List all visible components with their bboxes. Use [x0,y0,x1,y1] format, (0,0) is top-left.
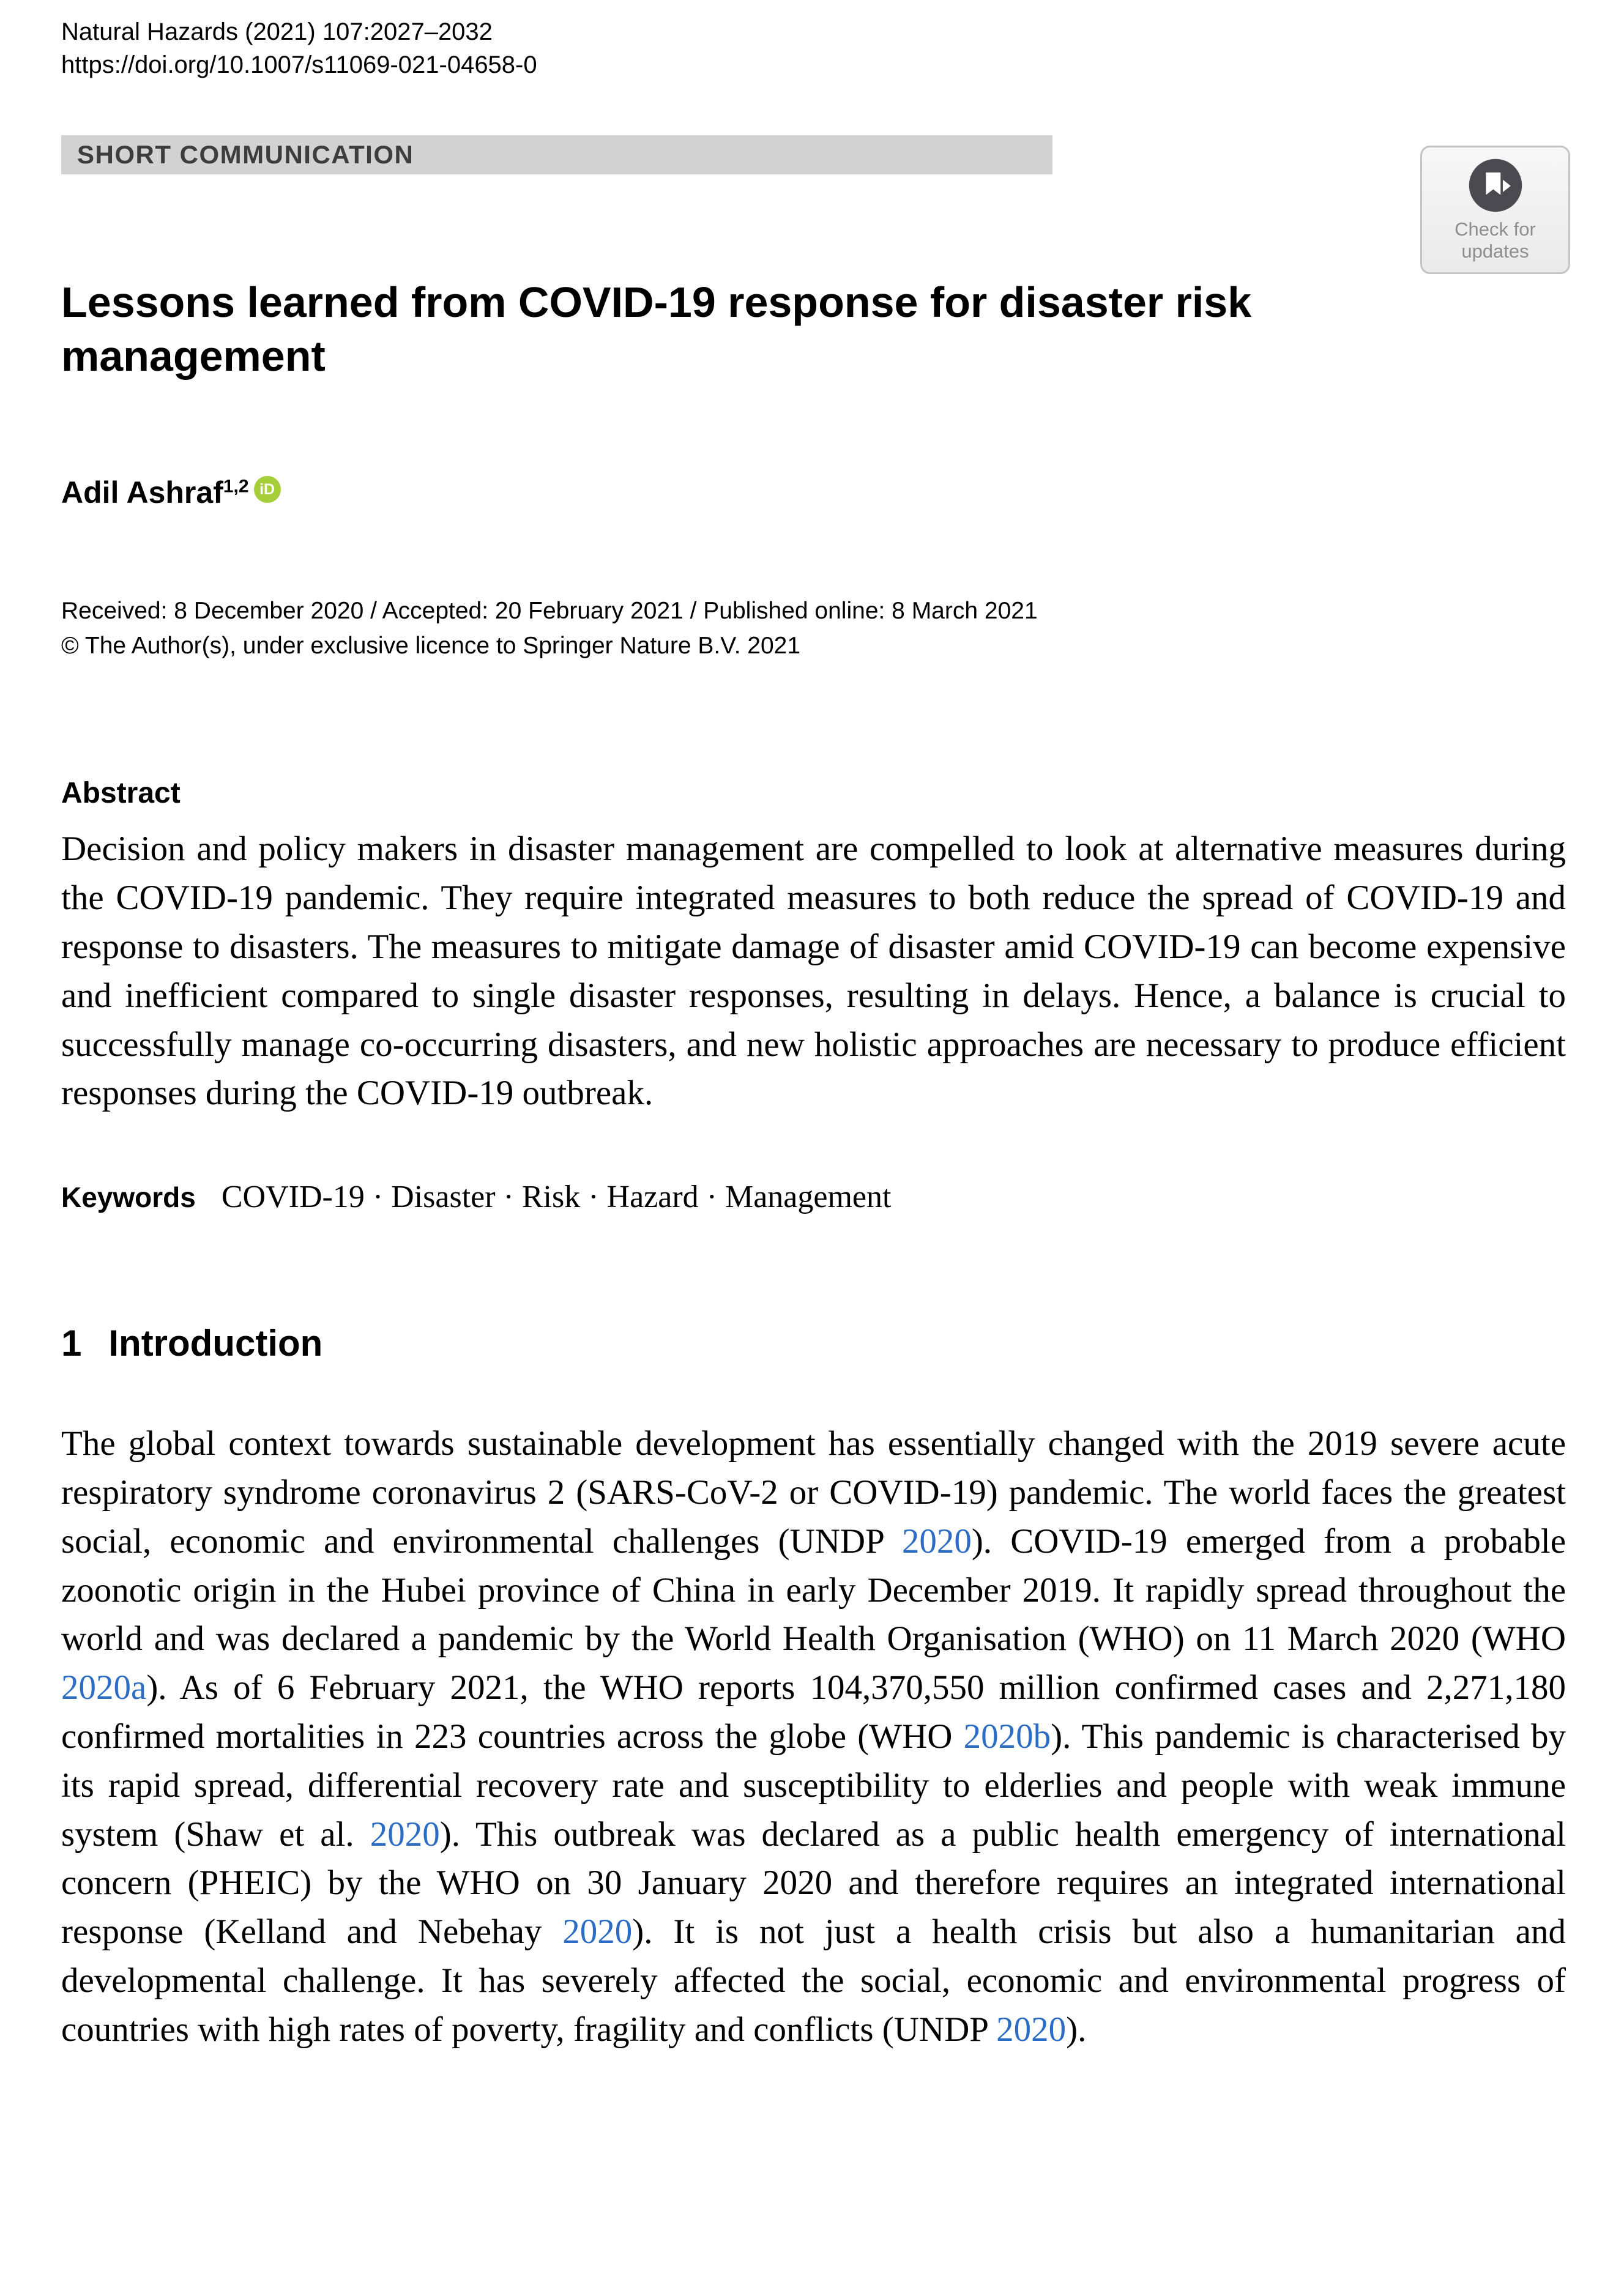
publication-dates-block [61,594,1566,663]
received-accepted-line: Received: 8 December 2020 / Accepted: 20 February 2021 / Published online: 8 March 2021 [61,598,1038,625]
section-title: Introduction [108,1323,323,1364]
text-segment: ). It is not just a health crisis but also a humanitarian and developmental challenge. It has severely affected the social, economic and environmental progress of countries with high rates of poverty, fragility and conflicts (UNDP [61,1912,1566,2049]
text-segment: The global context towards sustainable development has essentially changed with the 2019 severe acute respiratory syndrome coronavirus 2 (SARS-CoV-2 or COVID-19) pandemic. The world faces the greatest social, economic and environmental challenges (UNDP [61,1424,1566,1561]
author-affiliation-sup: 1,2 [223,476,249,497]
keywords-label: Keywords [61,1181,196,1214]
abstract-body: Decision and policy makers in disaster management are compelled to look at alternative measures during the COVID-19 pandemic. They require integrated measures to both reduce the spread of COVID-19 and response to disasters. The measures to mitigate damage of disaster amid COVID-19 can become expensive and inefficient compared to single disaster responses, resulting in delays. Hence, a balance is crucial to successfully manage co-occurring disasters, and new holistic approaches are necessary to produce efficient responses during the COVID-19 outbreak. [61,830,1566,1113]
author-line [61,475,1566,511]
orcid-icon[interactable]: iD [254,476,281,503]
text-segment: ). [1066,2010,1087,2049]
citation-link[interactable]: 2020 [901,1521,972,1561]
text-segment: ). As of 6 February 2021, the WHO reports 104,370,550 million confirmed cases and 2,271,180 confirmed mortalities in 223 countries across the globe (WHO [61,1668,1566,1756]
text-segment: ). This outbreak was declared as a public health emergency of international concern (PHEIC) by the WHO on 30 January 2020 and therefore requires an integrated international response (Kelland and Nebehay [61,1815,1566,1952]
doi-link[interactable]: https://doi.org/10.1007/s11069-021-04658-0 [61,51,537,78]
citation-link[interactable]: 2020 [370,1815,440,1854]
crossmark-icon [1467,157,1524,214]
check-badge-line2: updates [1461,240,1529,262]
article-type-banner: SHORT COMMUNICATION [61,135,1052,174]
author-name: Adil Ashraf [61,475,223,510]
text-segment: ). COVID-19 emerged from a probable zoonotic origin in the Hubei province of China in early December 2019. It rapidly spread throughout the world and was declared a pandemic by the World Health Organisation (WHO) on 11 March 2020 (WHO [61,1521,1566,1659]
keywords-line [61,1179,1566,1215]
citation-link[interactable]: 2020b [963,1717,1051,1756]
paper-title: Lessons learned from COVID-19 response for disaster risk management [61,278,1252,381]
text-segment: ). This pandemic is characterised by its rapid spread, differential recovery rate and susceptibility to elderlies and people with weak immune system (Shaw et al. [61,1717,1566,1854]
section-heading-introduction [61,1322,1566,1364]
citation-link[interactable]: 2020a [61,1668,147,1707]
keywords-value: COVID-19 · Disaster · Risk · Hazard · Management [221,1180,892,1215]
introduction-paragraph [61,1419,1566,2054]
check-for-updates-badge[interactable] [1420,146,1570,274]
citation-link[interactable]: 2020 [562,1912,633,1952]
journal-reference: Natural Hazards (2021) 107:2027–2032 [61,18,493,45]
citation-link[interactable]: 2020 [996,2010,1067,2049]
check-for-updates-label [1455,218,1536,262]
header-meta [61,15,1566,81]
abstract-heading: Abstract [61,777,181,810]
check-badge-line1: Check for [1455,218,1536,240]
copyright-line: © The Author(s), under exclusive licence to Springer Nature B.V. 2021 [61,632,801,659]
abstract-section [61,776,1566,1118]
section-number: 1 [61,1323,82,1364]
